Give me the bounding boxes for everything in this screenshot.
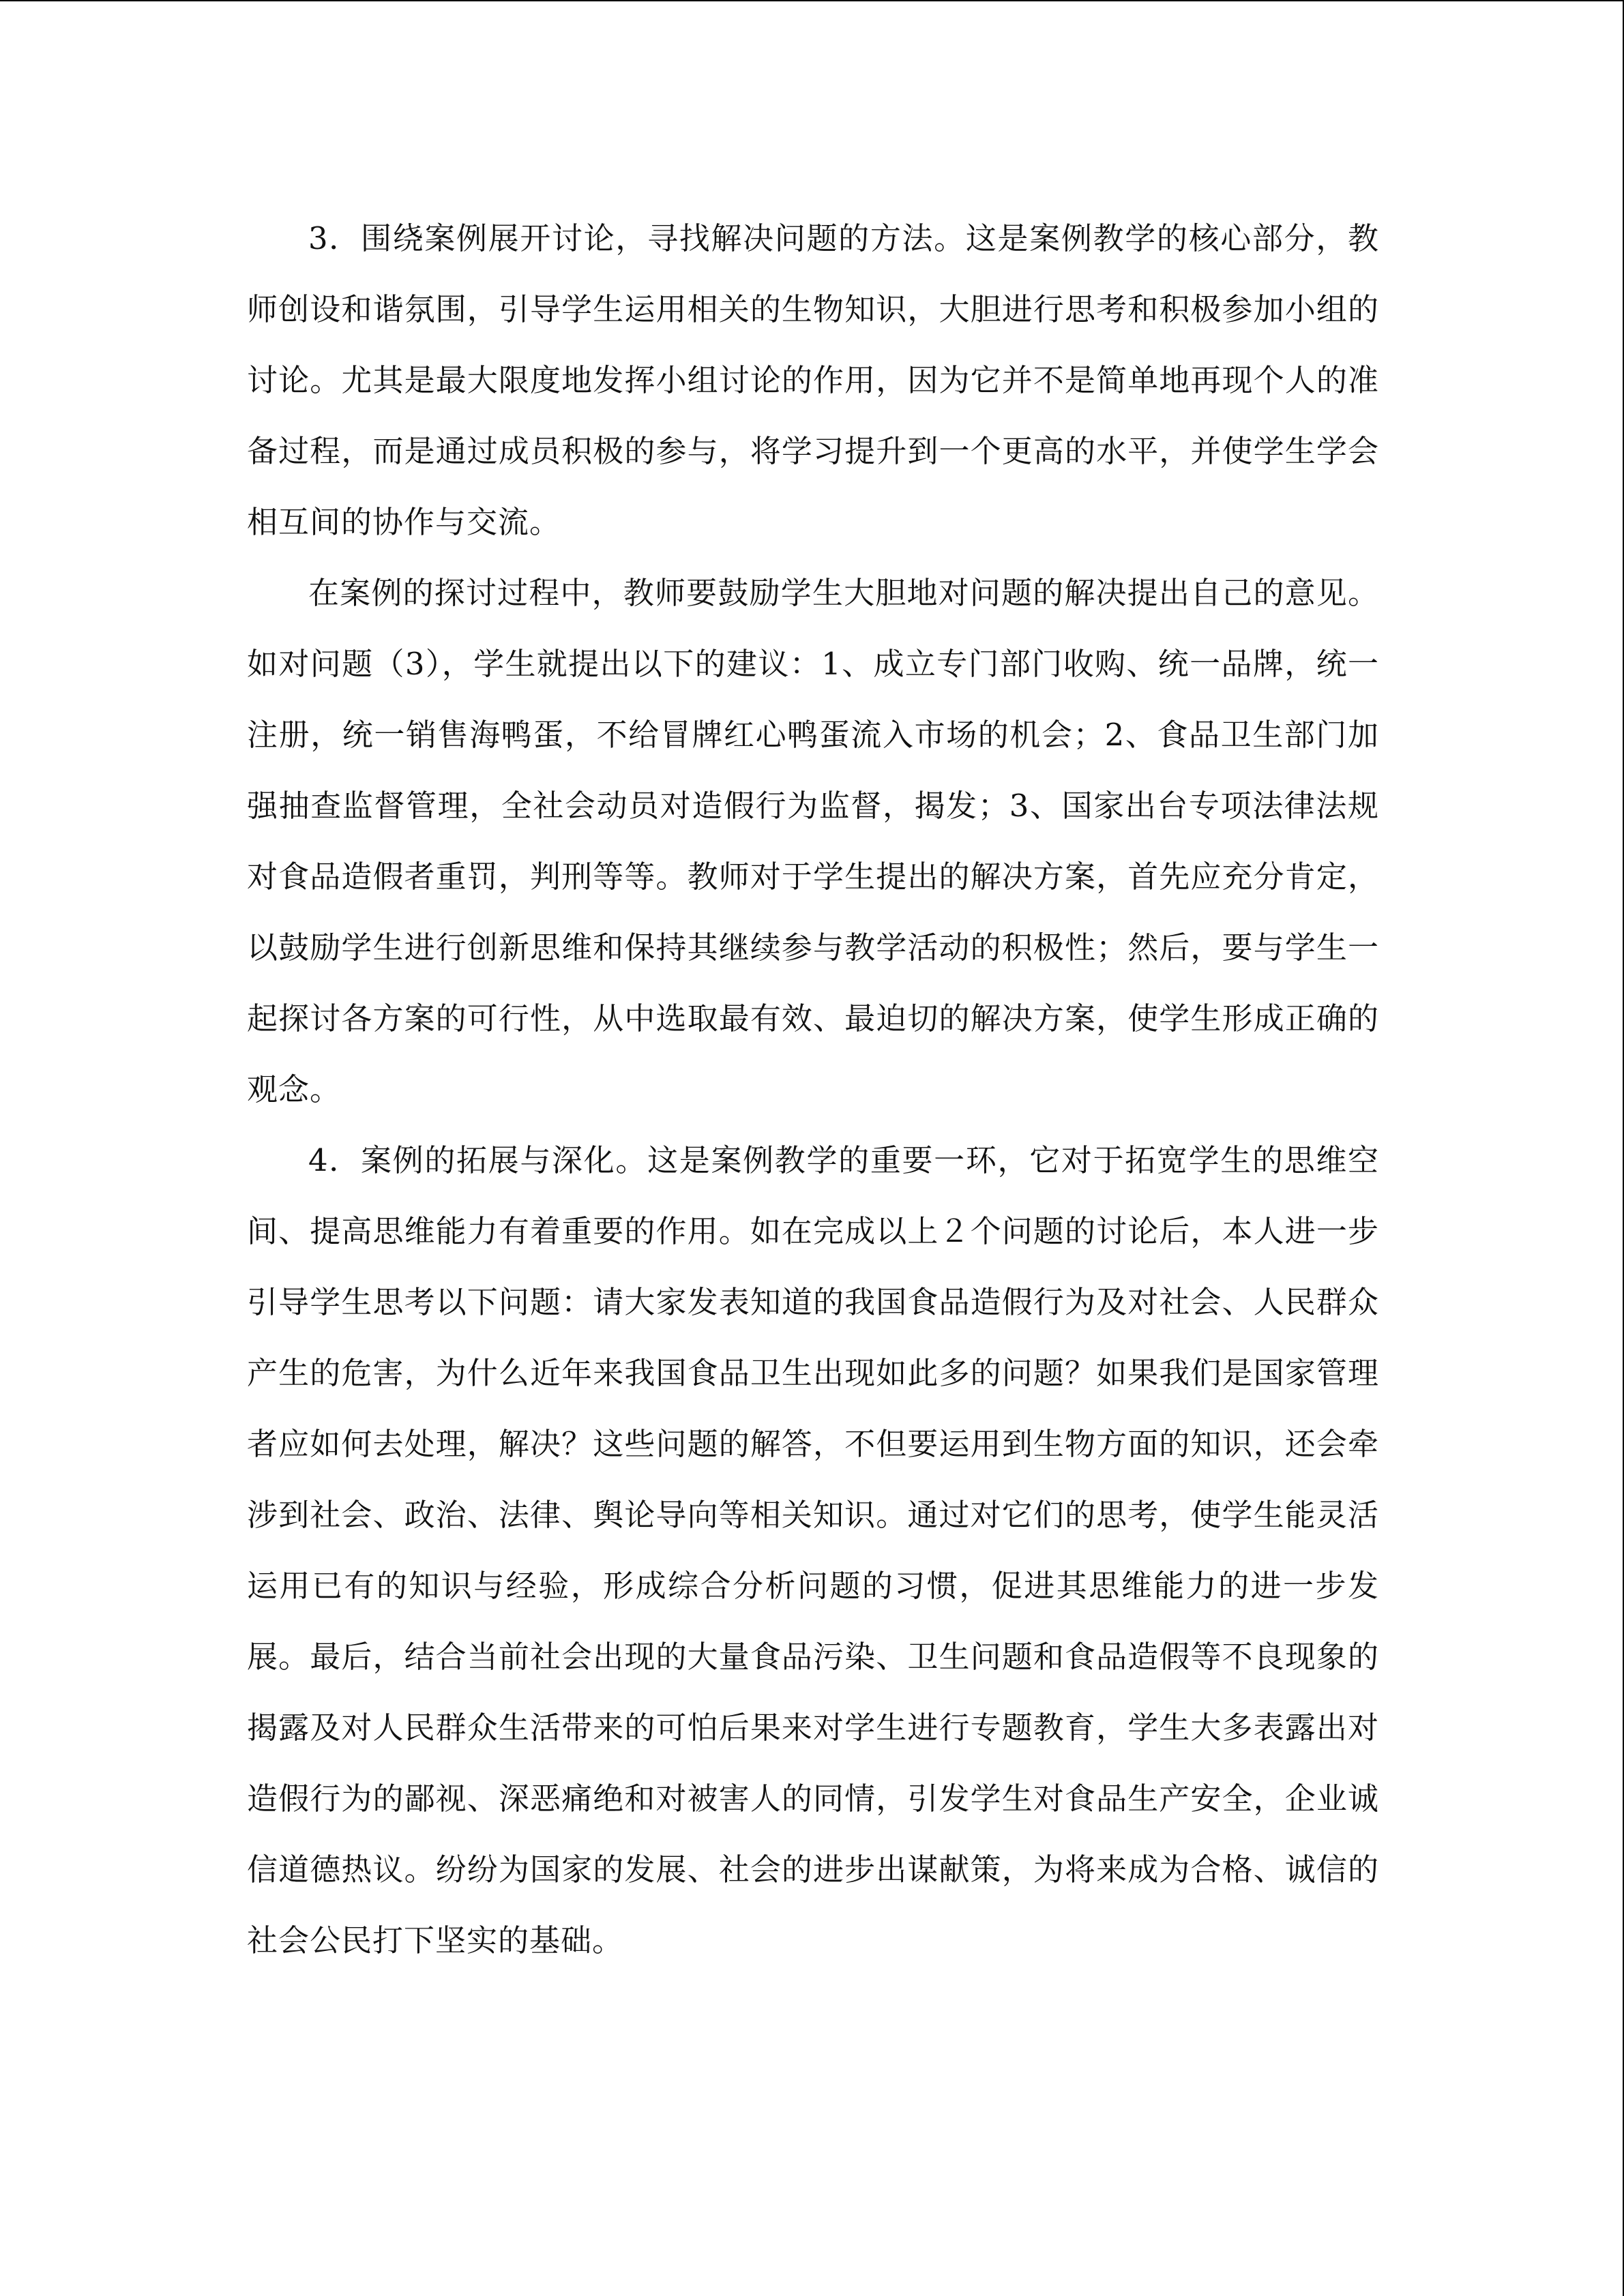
paragraph-discussion: 3．围绕案例展开讨论，寻找解决问题的方法。这是案例教学的核心部分，教师创设和谐氛围，引导学生运用相关的生物知识，大胆进行思考和积极参加小组的讨论。尤其是最大限度地发挥小组讨论的作用，因为它并不是简单地再现个人的准备过程，而是通过成员积极的参与，将学习提升到一个更高的水平，并使学生学会相互间的协作与交流。 (247, 220, 1379, 540)
paragraph-exploration: 在案例的探讨过程中，教师要鼓励学生大胆地对问题的解决提出自己的意见。如对问题（3），学生就提出以下的建议：1、成立专门部门收购、统一品牌，统一注册，统一销售海鸭蛋，不给冒牌红心鸭蛋流入市场的机会；2、食品卫生部门加强抽查监督管理，全社会动员对造假行为监督，揭发；3、国家出台专项法律法规对食品造假者重罚，判刑等等。教师对于学生提出的解决方案，首先应充分肯定，以鼓励学生进行创新思维和保持其继续参与教学活动的积极性；然后，要与学生一起探讨各方案的可行性，从中选取最有效、最迫切的解决方案，使学生形成正确的观念。 (247, 575, 1379, 1107)
paragraph-extension: 4．案例的拓展与深化。这是案例教学的重要一环，它对于拓宽学生的思维空间、提高思维能力有着重要的作用。如在完成以上２个问题的讨论后，本人进一步引导学生思考以下问题：请大家发表知道的我国食品造假行为及对社会、人民群众产生的危害，为什么近年来我国食品卫生出现如此多的问题？如果我们是国家管理者应如何去处理，解决？这些问题的解答，不但要运用到生物方面的知识，还会牵涉到社会、政治、法律、舆论导向等相关知识。通过对它们的思考，使学生能灵活运用已有的知识与经验，形成综合分析问题的习惯，促进其思维能力的进一步发展。最后，结合当前社会出现的大量食品污染、卫生问题和食品造假等不良现象的揭露及对人民群众生活带来的可怕后果来对学生进行专题教育，学生大多表露出对造假行为的鄙视、深恶痛绝和对被害人的同情，引发学生对食品生产安全，企业诚信道德热议。纷纷为国家的发展、社会的进步出谋献策，为将来成为合格、诚信的社会公民打下坚实的基础。 (247, 1142, 1379, 1958)
document-body (247, 203, 1379, 1976)
